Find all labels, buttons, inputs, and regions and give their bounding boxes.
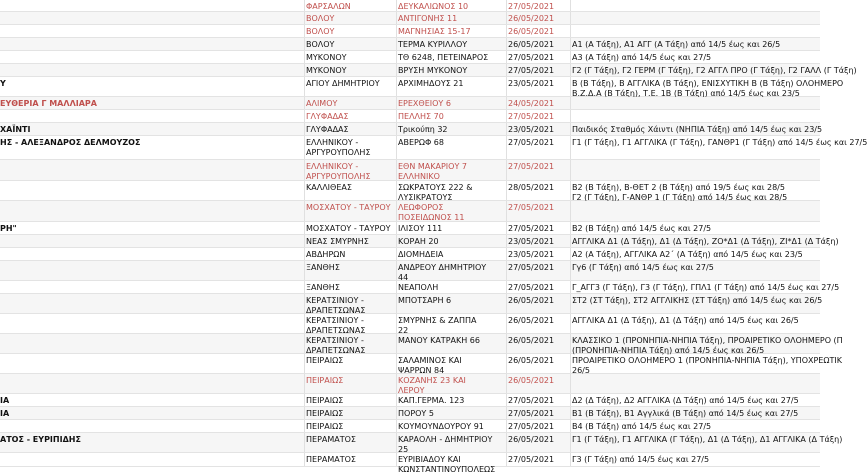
column-divider [396,453,397,466]
address-cell: ΕΡΕΧΘΕΙΟΥ 6 [398,99,451,108]
column-divider [396,222,397,234]
column-divider [570,77,571,96]
school-name-cell [0,64,303,76]
classes-cell: Α3 (Α Τάξη) από 14/5 έως και 27/5 [572,53,712,62]
address-cell: ΣΜΥΡΝΗΣ & ΖΑΠΠΑ 22 [398,316,477,335]
column-divider [506,25,507,37]
column-divider [304,407,305,419]
column-divider [570,407,571,419]
municipality-cell: ΒΟΛΟΥ [306,14,335,23]
school-name-cell [0,374,303,393]
column-divider [506,453,507,466]
classes-cell: Β2 (Β Τάξη) από 14/5 έως και 27/5 [572,224,712,233]
column-divider [396,0,397,11]
date-cell: 27/05/2021 [508,203,555,212]
column-divider [506,433,507,452]
municipality-cell: ΠΕΙΡΑΙΩΣ [306,396,344,405]
municipality-cell: ΜΥΚΟΝΟΥ [306,66,347,75]
column-divider [396,77,397,96]
school-name-cell [0,294,303,313]
school-name-cell [0,160,303,180]
column-divider [304,261,305,280]
date-cell: 23/05/2021 [508,250,555,259]
column-divider [304,51,305,63]
date-cell: 27/05/2021 [508,283,555,292]
table-row [0,281,840,294]
column-divider [506,97,507,109]
school-name-cell [0,235,303,247]
table-row [0,248,820,261]
classes-cell: Γ1 (Γ Τάξη), Γ1 ΑΓΓΛΙΚΑ (Γ Τάξη), Δ1 (Δ Τάξη), Δ1 ΑΓΓΛΙΚΑ (Δ Τάξη) [572,435,843,444]
column-divider [304,110,305,122]
date-cell: 27/05/2021 [508,396,555,405]
column-divider [570,334,571,353]
column-divider [570,51,571,63]
column-divider [506,12,507,24]
school-name-cell [0,314,303,333]
column-divider [506,314,507,333]
municipality-cell: ΒΟΛΟΥ [306,27,335,36]
school-name-cell: ΕΥΘΕΡΙΑ Γ ΜΑΛΛΙΑΡΑ [0,99,97,108]
date-cell: 26/05/2021 [508,14,555,23]
address-cell: ΔΙΟΜΗΔΕΙΑ [398,250,444,259]
column-divider [570,64,571,76]
classes-cell: ΠΡΟΑΙΡΕΤΙΚΟ ΟΛΟΗΜΕΡΟ 1 (ΠΡΟΝΗΠΙΑ-ΝΗΠΙΑ Τάξη), ΥΠΟΧΡΕΩΤΙΚ 26/5 [572,356,842,375]
column-divider [304,433,305,452]
column-divider [304,374,305,393]
column-divider [506,64,507,76]
column-divider [506,0,507,11]
column-divider [506,374,507,393]
column-divider [506,160,507,180]
classes-cell: Γ3 (Γ Τάξη) από 14/5 έως και 27/5 [572,455,710,464]
column-divider [396,110,397,122]
column-divider [570,25,571,37]
column-divider [304,160,305,180]
column-divider [304,314,305,333]
classes-cell: ΚΛΑΣΣΙΚΟ 1 (ΠΡΟΝΗΠΙΑ-ΝΗΠΙΑ Τάξη), ΠΡΟΑΙΡΕΤΙΚΟ ΟΛΟΗΜΕΡΟ (Π (ΠΡΟΝΗΠΙΑ-ΝΗΠΙΑ Τάξη) από 14/5 έως και 26/5 [572,336,843,355]
column-divider [304,394,305,406]
column-divider [570,136,571,159]
column-divider [570,235,571,247]
column-divider [506,354,507,373]
column-divider [506,181,507,200]
date-cell: 27/05/2021 [508,66,555,75]
table-row [0,12,820,25]
municipality-cell: ΠΕΙΡΑΙΩΣ [306,356,344,365]
column-divider [570,420,571,432]
school-name-cell [0,25,303,37]
table-row [0,38,820,51]
municipality-cell: ΒΟΛΟΥ [306,40,335,49]
address-cell: ΚΟΖΑΝΗΣ 23 ΚΑΙ ΛΕΡΟΥ [398,376,466,395]
address-cell: ΑΒΕΡΩΦ 68 [398,138,444,147]
column-divider [506,201,507,221]
column-divider [506,51,507,63]
column-divider [396,136,397,159]
column-divider [570,374,571,393]
municipality-cell: ΓΛΥΦΑΔΑΣ [306,112,349,121]
address-cell: ΠΟΡΟΥ 5 [398,409,434,418]
column-divider [506,38,507,50]
classes-cell [572,201,820,221]
column-divider [304,12,305,24]
column-divider [396,354,397,373]
table-row [0,394,820,407]
column-divider [304,0,305,11]
table-row [0,407,820,420]
column-divider [396,160,397,180]
address-cell: ΣΑΛΑΜΙΝΟΣ ΚΑΙ ΨΑΡΡΩΝ 84 [398,356,462,375]
column-divider [396,51,397,63]
column-divider [304,181,305,200]
column-divider [304,334,305,353]
municipality-cell: ΚΑΛΛΙΘΕΑΣ [306,183,352,192]
address-cell: ΠΕΛΛΗΣ 70 [398,112,444,121]
table-row [0,420,820,433]
column-divider [570,97,571,109]
column-divider [396,181,397,200]
column-divider [396,248,397,260]
municipality-cell: ΜΟΣΧΑΤΟΥ - ΤΑΥΡΟΥ [306,203,391,212]
address-cell: ΛΕΩΦΟΡΟΣ ΠΟΣΕΙΔΩΝΟΣ 11 [398,203,465,222]
classes-cell [572,110,820,122]
table-row [0,261,820,281]
address-cell: Τρικούπη 32 [398,125,448,134]
school-name-cell [0,248,303,260]
municipality-cell: ΞΑΝΘΗΣ [306,283,340,292]
column-divider [570,354,571,373]
school-name-cell: ΧΑΪΝΤΙ [0,125,31,134]
date-cell: 27/05/2021 [508,263,555,272]
classes-cell: Α2 (Α Τάξη), ΑΓΓΛΙΚΑ Α2΄ (Α Τάξη) από 14/5 έως και 23/5 [572,250,803,259]
column-divider [506,420,507,432]
school-name-cell: ΙΑ [0,396,10,405]
date-cell: 23/05/2021 [508,125,555,134]
address-cell: ΕΘΝ ΜΑΚΑΡΙΟΥ 7 ΕΛΛΗΝΙΚΟ [398,162,467,181]
classes-cell: Γγ6 (Γ Τάξη) από 14/5 έως και 27/5 [572,263,714,272]
column-divider [570,314,571,333]
column-divider [570,248,571,260]
municipality-cell: ΝΕΑΣ ΣΜΥΡΝΗΣ [306,237,369,246]
date-cell: 26/05/2021 [508,435,555,444]
date-cell: 26/05/2021 [508,296,555,305]
classes-cell: Γ_ΑΓΓ3 (Γ Τάξη), Γ3 (Γ Τάξη), ΓΠΛ1 (Γ Τάξη) από 14/5 έως και 27/5 [572,283,840,292]
municipality-cell: ΓΛΥΦΑΔΑΣ [306,125,349,134]
column-divider [570,0,571,11]
date-cell: 27/05/2021 [508,409,555,418]
column-divider [396,420,397,432]
column-divider [396,64,397,76]
municipality-cell: ΚΕΡΑΤΣΙΝΙΟΥ - ΔΡΑΠΕΤΣΩΝΑΣ [306,296,366,315]
column-divider [570,453,571,466]
column-divider [396,261,397,280]
column-divider [396,201,397,221]
column-divider [570,181,571,200]
classes-cell: Δ2 (Δ Τάξη), Δ2 ΑΓΓΛΙΚΑ (Δ Τάξη) από 14/5 έως και 27/5 [572,396,799,405]
classes-cell: Β4 (Β Τάξη) από 14/5 έως και 27/5 [572,422,712,431]
classes-cell [572,97,820,109]
column-divider [506,235,507,247]
school-name-cell [0,51,303,63]
table-row [0,123,823,136]
address-cell: ΒΡΥΣΗ ΜΥΚΟΝΟΥ [398,66,468,75]
column-divider [304,77,305,96]
table-row [0,181,820,201]
address-cell: ΚΟΥΜΟΥΝΔΟΥΡΟΥ 91 [398,422,484,431]
column-divider [396,374,397,393]
table-row [0,433,843,454]
column-divider [570,12,571,24]
column-divider [570,294,571,313]
column-divider [304,123,305,135]
column-divider [396,97,397,109]
school-name-cell [0,420,303,432]
column-divider [304,281,305,293]
table-row [0,64,857,77]
address-cell: ΕΥΡΙΒΙΑΔΟΥ ΚΑΙ ΚΩΝΣΤΑΝΤΙΝΟΥΠΟΛΕΩΣ [398,455,496,474]
municipality-cell: ΦΑΡΣΑΛΩΝ [306,2,351,11]
column-divider [396,38,397,50]
municipality-cell: ΑΓΙΟΥ ΔΗΜΗΤΡΙΟΥ [306,79,380,88]
classes-cell: ΑΓΓΛΙΚΑ Δ1 (Δ Τάξη), Δ1 (Δ Τάξη), ΖΟ*Δ1 (Δ Τάξη), ΖΙ*Δ1 (Δ Τάξη) [572,237,839,246]
school-name-cell [0,281,303,293]
municipality-cell: ΕΛΛΗΝΙΚΟΥ - ΑΡΓΥΡΟΥΠΟΛΗΣ [306,162,371,181]
table-row [0,136,867,160]
date-cell: 24/05/2021 [508,99,555,108]
school-name-cell [0,12,303,24]
column-divider [304,136,305,159]
column-divider [396,407,397,419]
municipality-cell: ΑΒΔΗΡΩΝ [306,250,346,259]
address-cell: ΑΝΔΡΕΟΥ ΔΗΜΗΤΡΙΟΥ 44 [398,263,487,282]
school-name-cell [0,38,303,50]
column-divider [506,222,507,234]
address-cell: ΚΑΡΑΟΛΗ - ΔΗΜΗΤΡΙΟΥ 25 [398,435,493,454]
column-divider [304,453,305,466]
date-cell: 26/05/2021 [508,336,555,345]
classes-cell [572,374,820,393]
date-cell: 26/05/2021 [508,40,555,49]
column-divider [304,64,305,76]
date-cell: 27/05/2021 [508,455,555,464]
column-divider [570,123,571,135]
school-name-cell: Υ [0,79,6,88]
column-divider [304,97,305,109]
column-divider [570,110,571,122]
table-row [0,97,820,110]
column-divider [506,261,507,280]
column-divider [506,394,507,406]
school-name-cell: ΑΤΟΣ - ΕΥΡΙΠΙΔΗΣ [0,435,81,444]
date-cell: 27/05/2021 [508,53,555,62]
table-row [0,25,820,38]
column-divider [396,433,397,452]
table-row [0,453,820,474]
classes-cell: ΑΓΓΛΙΚΑ Δ1 (Δ Τάξη), Δ1 (Δ Τάξη) από 14/5 έως και 26/5 [572,316,799,325]
classes-cell: Β (Β Τάξη), Β ΑΓΓΛΙΚΑ (Β Τάξη), ΕΝΙΣΧΥΤΙΚΗ Β (Β Τάξη) ΟΛΟΗΜΕΡΟ Β.Ζ.Δ.Α (Β Τάξη), Τ.Ε. 1Β (Β Τάξη) από 14/5 έως και 23/5 [572,79,844,98]
date-cell: 23/05/2021 [508,79,555,88]
column-divider [570,160,571,180]
classes-cell: Β1 (Β Τάξη), Β1 Αγγλικά (Β Τάξη) από 14/5 έως και 27/5 [572,409,799,418]
column-divider [304,354,305,373]
classes-cell [572,12,820,24]
column-divider [396,25,397,37]
address-cell: ΜΠΟΤΣΑΡΗ 6 [398,296,452,305]
municipality-cell: ΠΕΡΑΜΑΤΟΣ [306,455,356,464]
date-cell: 26/05/2021 [508,376,555,385]
municipality-cell: ΑΛΙΜΟΥ [306,99,338,108]
address-cell: ΚΑΠ.ΓΕΡΜΑ. 123 [398,396,465,405]
address-cell: ΣΩΚΡΑΤΟΥΣ 222 & ΛΥΣΙΚΡΑΤΟΥΣ [398,183,473,202]
municipality-cell: ΠΕΙΡΑΙΩΣ [306,409,344,418]
municipality-cell: ΞΑΝΘΗΣ [306,263,340,272]
table-row [0,314,820,334]
address-cell: ΙΛΙΣΟΥ 111 [398,224,443,233]
column-divider [570,433,571,452]
column-divider [396,12,397,24]
column-divider [396,123,397,135]
column-divider [396,281,397,293]
municipality-cell: ΜΥΚΟΝΟΥ [306,53,347,62]
school-name-cell: ΡΗ" [0,224,17,233]
address-cell: ΜΑΝΟΥ ΚΑΤΡΑΚΗ 66 [398,336,480,345]
school-name-cell [0,334,303,353]
address-cell: ΔΕΥΚΑΛΙΩΝΟΣ 10 [398,2,469,11]
column-divider [396,235,397,247]
address-cell: ΝΕΑΠΟΛΗ [398,283,439,292]
column-divider [506,248,507,260]
table-row [0,160,820,181]
table-row [0,0,820,12]
table-row [0,51,820,64]
column-divider [570,281,571,293]
municipality-cell: ΠΕΙΡΑΙΩΣ [306,422,344,431]
municipality-cell: ΠΕΙΡΑΙΩΣ [306,376,344,385]
column-divider [506,334,507,353]
date-cell: 27/05/2021 [508,162,555,171]
classes-cell: Γ1 (Γ Τάξη), Γ1 ΑΓΓΛΙΚΑ (Γ Τάξη), ΓΑΝΘΡ1 (Γ Τάξη) από 14/5 έως και 27/5 [572,138,867,147]
classes-cell [572,0,820,11]
column-divider [570,38,571,50]
column-divider [304,294,305,313]
column-divider [304,201,305,221]
address-cell: ΑΡΧΙΜΗΔΟΥΣ 21 [398,79,464,88]
date-cell: 27/05/2021 [508,422,555,431]
municipality-cell: ΜΟΣΧΑΤΟΥ - ΤΑΥΡΟΥ [306,224,391,233]
date-cell: 26/05/2021 [508,356,555,365]
date-cell: 27/05/2021 [508,112,555,121]
column-divider [396,394,397,406]
classes-cell: Γ2 (Γ Τάξη), Γ2 ΓΕΡΜ (Γ Τάξη), Γ2 ΑΓΓΛ ΠΡΟ (Γ Τάξη), Γ2 ΓΑΛΛ (Γ Τάξη) [572,66,857,75]
column-divider [304,235,305,247]
table-row [0,374,820,394]
table-row [0,334,843,355]
address-cell: ΜΑΓΝΗΣΙΑΣ 15-17 [398,27,471,36]
municipality-cell: ΚΕΡΑΤΣΙΝΙΟΥ - ΔΡΑΠΕΤΣΩΝΑΣ [306,336,366,355]
column-divider [506,123,507,135]
table-row [0,235,839,248]
column-divider [570,201,571,221]
school-name-cell: ΗΣ - ΑΛΕΞΑΝΔΡΟΣ ΔΕΛΜΟΥΖΟΣ [0,138,141,147]
address-cell: ΤΘ 6248, ΠΕΤΕΙΝΑΡΟΣ [398,53,489,62]
date-cell: 26/05/2021 [508,316,555,325]
column-divider [506,294,507,313]
column-divider [570,222,571,234]
column-divider [506,407,507,419]
municipality-cell: ΠΕΡΑΜΑΤΟΣ [306,435,356,444]
column-divider [304,25,305,37]
classes-cell: Παιδικός Σταθμός Χάιντι (ΝΗΠΙΑ Τάξη) από 14/5 έως και 23/5 [572,125,823,134]
date-cell: 26/05/2021 [508,27,555,36]
classes-cell: ΣΤ2 (ΣΤ Τάξη), ΣΤ2 ΑΓΓΛΙΚΗΣ (ΣΤ Τάξη) από 14/5 έως και 26/5 [572,296,823,305]
classes-cell: Α1 (Α Τάξη), Α1 ΑΓΓ (Α Τάξη) από 14/5 έως και 26/5 [572,40,781,49]
classes-cell [572,25,820,37]
school-name-cell [0,0,303,11]
date-cell: 27/05/2021 [508,224,555,233]
column-divider [506,110,507,122]
school-name-cell: ΙΑ [0,409,10,418]
classes-cell: Β2 (Β Τάξη), Β-ΘΕΤ 2 (Β Τάξη) από 19/5 έως και 28/5 Γ2 (Γ Τάξη), Γ-ΑΝΘΡ 1 (Γ Τάξη) από 14/5 έως και 28/5 [572,183,788,202]
column-divider [506,136,507,159]
address-cell: ΑΝΤΙΓΟΝΗΣ 11 [398,14,458,23]
school-name-cell [0,453,303,466]
municipality-cell: ΚΕΡΑΤΣΙΝΙΟΥ - ΔΡΑΠΕΤΣΩΝΑΣ [306,316,366,335]
column-divider [506,77,507,96]
date-cell: 27/05/2021 [508,2,555,11]
school-name-cell [0,354,303,373]
date-cell: 27/05/2021 [508,138,555,147]
table-row [0,294,823,315]
column-divider [396,294,397,313]
column-divider [304,420,305,432]
table-row [0,110,820,123]
column-divider [396,314,397,333]
table-row [0,77,844,98]
municipality-cell: ΕΛΛΗΝΙΚΟΥ - ΑΡΓΥΡΟΥΠΟΛΗΣ [306,138,371,157]
school-name-cell [0,261,303,280]
table-row [0,222,820,235]
table-row [0,354,842,375]
column-divider [304,38,305,50]
school-name-cell [0,201,303,221]
column-divider [304,248,305,260]
address-cell: ΤΕΡΜΑ ΚΥΡΙΛΛΟΥ [398,40,468,49]
school-name-cell [0,110,303,122]
column-divider [304,222,305,234]
date-cell: 23/05/2021 [508,237,555,246]
date-cell: 28/05/2021 [508,183,555,192]
address-cell: ΚΟΡΑΗ 20 [398,237,439,246]
column-divider [506,281,507,293]
column-divider [570,394,571,406]
column-divider [570,261,571,280]
column-divider [396,334,397,353]
classes-cell [572,160,820,180]
table-row [0,201,820,222]
school-name-cell [0,181,303,200]
